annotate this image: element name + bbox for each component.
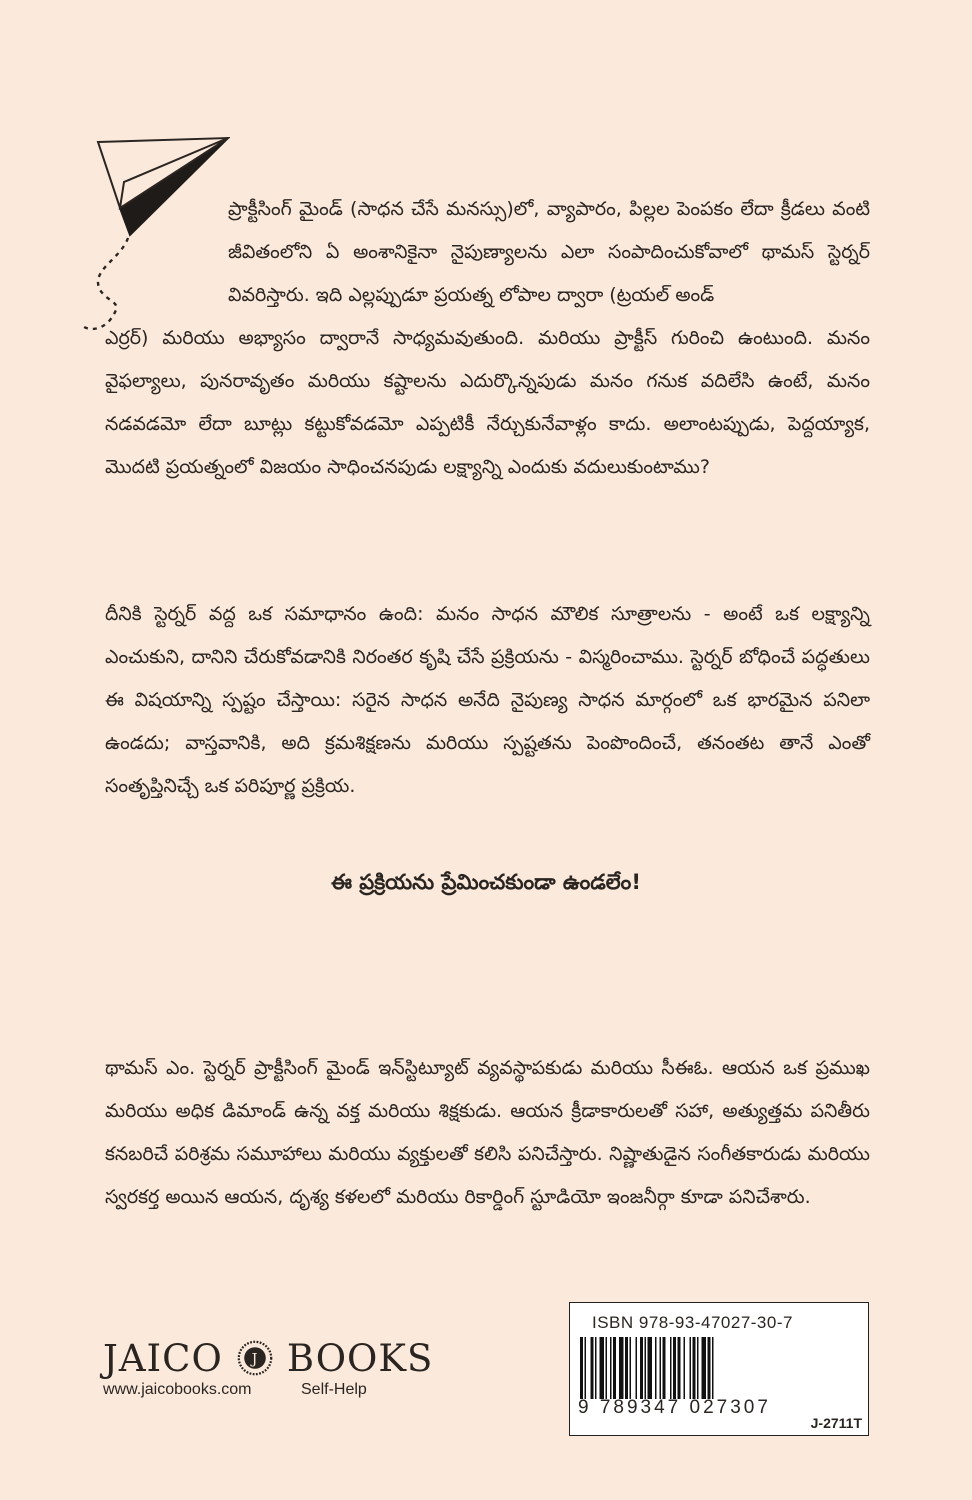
description-paragraph-1: ఎర్రర్) మరియు అభ్యాసం ద్వారానే సాధ్యమవుతుంది. మరియు ప్రాక్టీస్ గురించి ఉంటుంది. మనం వైఫల్యాలు, పునరావృతం మరియు కష్టాలను ఎదుర్కొన్నపుడు మనం గనుక వదిలేసి ఉంటే, మనం నడవడమో లేదా బూట్లు కట్టుకోవడమో ఎప్పటికీ నేర్చుకునేవాళ్లం కాదు. అలాంటప్పుడు, పెద్దయ్యాక, మొదటి ప్రయత్నంలో విజయం సాధించనపుడు లక్ష్యాన్ని ఎందుకు వదులుకుంటాము? xyxy=(105,327,870,478)
barcode-bar xyxy=(613,1337,616,1399)
barcode-bar xyxy=(606,1337,608,1399)
barcode-bar xyxy=(640,1337,643,1399)
barcode-bar xyxy=(585,1337,587,1399)
barcode-bar xyxy=(648,1337,653,1399)
barcode-bar xyxy=(684,1337,686,1399)
author-bio: థామస్ ఎం. స్టెర్నర్ ప్రాక్టీసింగ్ మైండ్ ఇన్‌స్టిట్యూట్ వ్యవస్థాపకుడు మరియు సీఈఓ. ఆయన ఒక ప్రముఖ మరియు అధిక డిమాండ్ ఉన్న వక్త మరియు శిక్షకుడు. ఆయన క్రీడాకారులతో సహా, అత్యుత్తమ పనితీరు కనబరిచే పరిశ్రమ సమూహాలు మరియు వ్యక్తులతో కలిసి పనిచేస్తారు. నిష్ణాతుడైన సంగీతకారుడు మరియు స్వరకర్త అయిన ఆయన, దృశ్య కళలలో మరియు రికార్డింగ్ స్టూడియో ఇంజనీర్గా కూడా పనిచేశారు. xyxy=(105,1057,870,1208)
barcode-bar xyxy=(625,1337,628,1399)
publisher-logo xyxy=(103,1333,433,1383)
paper-plane-illustration xyxy=(80,120,230,340)
barcode-bar xyxy=(630,1337,632,1399)
barcode-bar xyxy=(600,1337,605,1399)
publisher-name-left: JAICO xyxy=(103,1336,223,1380)
barcode-bar xyxy=(712,1337,714,1399)
barcode-bar xyxy=(655,1337,657,1399)
product-code: J-2711T xyxy=(810,1415,862,1431)
barcode-bar xyxy=(660,1337,662,1399)
barcode-bar xyxy=(580,1337,583,1399)
barcode-bar xyxy=(636,1337,638,1399)
barcode-bar xyxy=(670,1337,672,1399)
barcode-bar xyxy=(697,1337,699,1399)
barcode-bar xyxy=(663,1337,666,1399)
barcode-bar xyxy=(678,1337,681,1399)
ean-digits: 9 789347 027307 xyxy=(578,1397,771,1418)
barcode-bar xyxy=(610,1337,612,1399)
barcode-bar xyxy=(645,1337,647,1399)
publisher-website: www.jaicobooks.com xyxy=(103,1381,252,1398)
description-paragraph-2: దీనికి స్టెర్నర్ వద్ద ఒక సమాధానం ఉంది: మనం సాధన మౌలిక సూత్రాలను - అంటే ఒక లక్ష్యాన్ని ఎంచుకుని, దానిని చేరుకోవడానికి నిరంతర కృషి చేసే ప్రక్రియను - విస్మరించాము. స్టెర్నర్ బోధించే పద్ధతులు ఈ విషయాన్ని స్పష్టం చేస్తాయి: సరైన సాధన అనేది నైపుణ్య సాధన మార్గంలో ఒక భారమైన పనిలా ఉండదు; వాస్తవానికి, అది క్రమశిక్షణను మరియు స్పష్టతను పెంపొందించే, తనంతట తానే ఎంతో సంతృప్తినిచ్చే ఒక పరిపూర్ణ ప్రక్రియ. xyxy=(105,603,870,797)
publisher-name-right: BOOKS xyxy=(286,1336,434,1380)
description-paragraph-1-top: ప్రాక్టీసింగ్ మైండ్ (సాధన చేసే మనస్సు)లో, వ్యాపారం, పిల్లల పెంపకం లేదా క్రీడలు వంటి జీవితంలోని ఏ అంశానికైనా నైపుణ్యాలను ఎలా సంపాదించుకోవాలో థామస్ స్టెర్నర్ వివరిస్తారు. ఇది ఎల్లప్పుడూ ప్రయత్న లోపాల ద్వారా (ట్రయల్ అండ్ xyxy=(228,198,870,306)
barcode-bar xyxy=(619,1337,624,1399)
book-category: Self-Help xyxy=(301,1381,367,1398)
barcode-bars xyxy=(580,1337,790,1399)
barcode-bar xyxy=(693,1337,696,1399)
barcode-bar xyxy=(708,1337,711,1399)
barcode-bar xyxy=(595,1337,597,1399)
barcode-bar xyxy=(673,1337,676,1399)
isbn-label: ISBN 978-93-47027-30-7 xyxy=(592,1313,793,1332)
isbn-barcode xyxy=(569,1302,869,1436)
tagline: ఈ ప్రక్రియను ప్రేమించకుండా ఉండలేం! xyxy=(331,870,641,894)
barcode-bar xyxy=(591,1337,594,1399)
barcode-bar xyxy=(690,1337,692,1399)
barcode-bar xyxy=(702,1337,707,1399)
chakra-emblem-icon xyxy=(237,1340,273,1376)
emblem-letter: J xyxy=(251,1351,259,1368)
